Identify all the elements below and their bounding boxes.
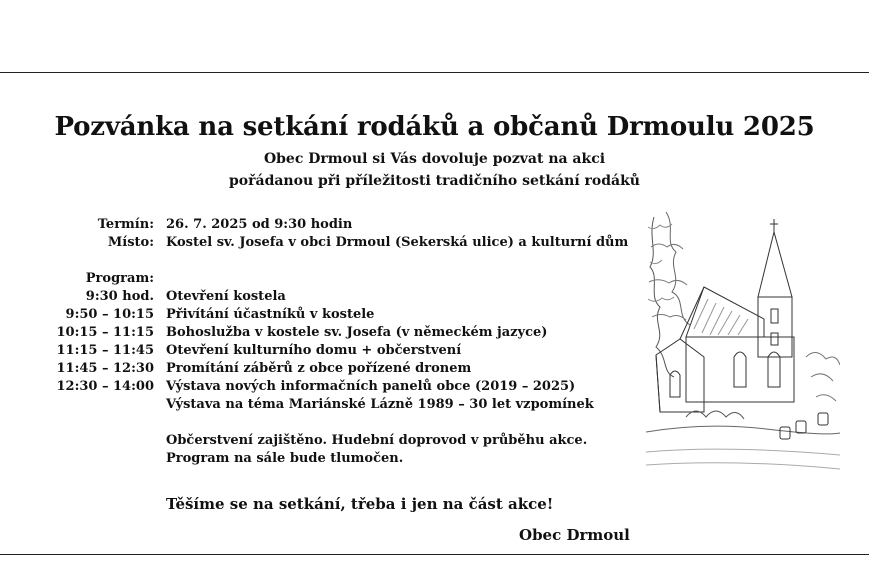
- place-value: Kostel sv. Josefa v obci Drmoul (Sekerská ulice) a kulturní dům: [166, 235, 629, 250]
- church-illustration-icon: [646, 207, 840, 472]
- program-text: Otevření kulturního domu + občerstvení: [166, 343, 462, 358]
- place-label: Místo:: [107, 235, 154, 250]
- program-text: Otevření kostela: [166, 289, 286, 304]
- program-time: 12:30 – 14:00: [56, 379, 154, 394]
- note-text: Program na sále bude tlumočen.: [166, 451, 404, 466]
- program-time: 11:15 – 11:45: [56, 343, 154, 358]
- program-text: Přivítání účastníků v kostele: [166, 307, 375, 322]
- program-text: Výstava nových informačních panelů obce (2019 – 2025): [166, 379, 576, 394]
- subtitle-line-1: Obec Drmoul si Vás dovoluje pozvat na akci: [263, 151, 606, 167]
- date-value: 26. 7. 2025 od 9:30 hodin: [166, 217, 353, 232]
- page-title: Pozvánka na setkání rodáků a občanů Drmoulu 2025: [54, 112, 815, 142]
- signature: Obec Drmoul: [519, 526, 630, 544]
- program-text: Bohoslužba v kostele sv. Josefa (v německém jazyce): [166, 325, 548, 340]
- program-extra: Výstava na téma Mariánské Lázně 1989 – 30 let vzpomínek: [166, 397, 594, 412]
- program-text: Promítání záběrů z obce pořízené dronem: [166, 361, 472, 376]
- program-time: 9:30 hod.: [85, 289, 154, 304]
- program-label: Program:: [85, 271, 154, 286]
- program-time: 9:50 – 10:15: [65, 307, 154, 322]
- date-label: Termín:: [97, 217, 154, 232]
- program-time: 10:15 – 11:15: [56, 325, 154, 340]
- note-text: Občerstvení zajištěno. Hudební doprovod v průběhu akce.: [166, 433, 588, 448]
- bottom-rule: [0, 554, 869, 555]
- subtitle-line-2: pořádanou při příležitosti tradičního setkání rodáků: [229, 173, 640, 189]
- closing-text: Těšíme se na setkání, třeba i jen na část akce!: [166, 495, 554, 513]
- top-rule: [0, 72, 869, 73]
- program-time: 11:45 – 12:30: [56, 361, 154, 376]
